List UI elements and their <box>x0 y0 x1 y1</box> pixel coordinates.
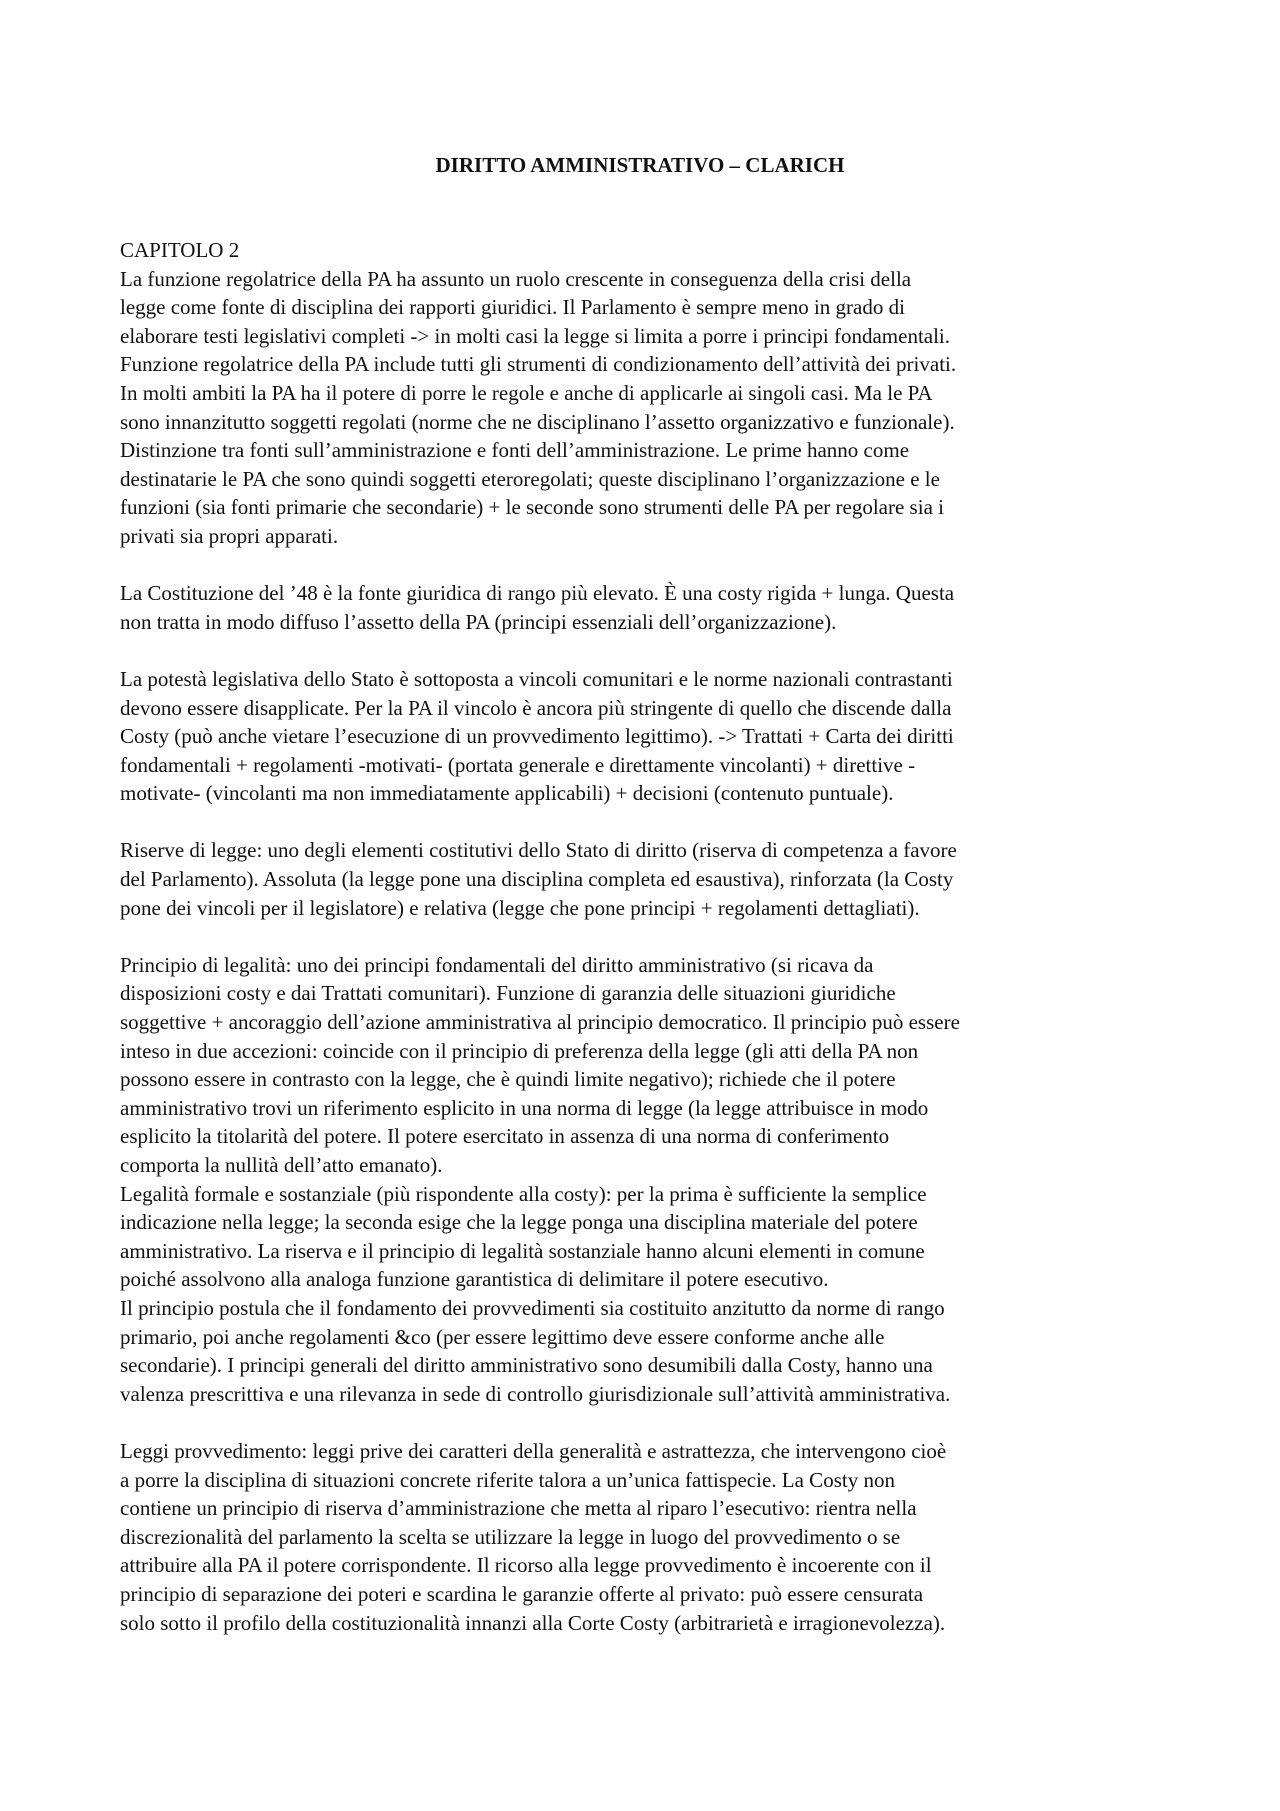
paragraph-line: legge come fonte di disciplina dei rapporti giuridici. Il Parlamento è sempre meno in grado di <box>120 295 905 320</box>
paragraph-line: La funzione regolatrice della PA ha assunto un ruolo crescente in conseguenza della crisi della <box>120 266 912 291</box>
paragraph-line: amministrativo trovi un riferimento esplicito in una norma di legge (la legge attribuisce in modo <box>120 1095 929 1120</box>
paragraph-line: pone dei vincoli per il legislatore) e relativa (legge che pone principi + regolamenti dettagliati). <box>120 895 920 920</box>
paragraph-line: Principio di legalità: uno dei principi fondamentali del diritto amministrativo (si ricava da <box>120 952 874 977</box>
paragraph-line: Leggi provvedimento: leggi prive dei caratteri della generalità e astrattezza, che intervengono cioè <box>120 1438 947 1463</box>
paragraph-line: In molti ambiti la PA ha il potere di porre le regole e anche di applicarle ai singoli casi. Ma le PA <box>120 380 933 405</box>
paragraph <box>120 1437 1170 1637</box>
document-title: DIRITTO AMMINISTRATIVO – CLARICH <box>435 153 845 177</box>
paragraph-line: indicazione nella legge; la seconda esige che la legge ponga una disciplina materiale del potere <box>120 1210 918 1235</box>
paragraph-line: devono essere disapplicate. Per la PA il vincolo è ancora più stringente di quello che discende dalla <box>120 695 952 720</box>
paragraph-line: secondarie). I principi generali del diritto amministrativo sono desumibili dalla Costy, hanno una <box>120 1353 933 1378</box>
paragraph-line: disposizioni costy e dai Trattati comunitari). Funzione di garanzia delle situazioni giuridiche <box>120 981 896 1006</box>
paragraph-line: Distinzione tra fonti sull’amministrazione e fonti dell’amministrazione. Le prime hanno come <box>120 438 910 463</box>
paragraph-line: possono essere in contrasto con la legge, che è quindi limite negativo); richiede che il potere <box>120 1067 896 1092</box>
paragraph-gap <box>120 636 1170 665</box>
paragraph-line: a porre la disciplina di situazioni concrete riferite talora a un’unica fattispecie. La Costy non <box>120 1467 895 1492</box>
paragraph-line: motivate- (vincolanti ma non immediatamente applicabili) + decisioni (contenuto puntuale). <box>120 781 894 806</box>
paragraph-line: poiché assolvono alla analoga funzione garantistica di delimitare il potere esecutivo. <box>120 1267 829 1292</box>
paragraph-line: contiene un principio di riserva d’amministrazione che metta al riparo l’esecutivo: rientra nella <box>120 1496 917 1521</box>
paragraph-line: La potestà legislativa dello Stato è sottoposta a vincoli comunitari e le norme nazionali contrastanti <box>120 666 953 691</box>
paragraph <box>120 665 1170 808</box>
paragraph <box>120 265 1170 551</box>
paragraph-line: La Costituzione del ’48 è la fonte giuridica di rango più elevato. È una costy rigida + lunga. Questa <box>120 581 955 606</box>
paragraph-line: attribuire alla PA il potere corrispondente. Il ricorso alla legge provvedimento è incoerente con il <box>120 1553 932 1578</box>
paragraph-gap <box>120 1408 1170 1437</box>
paragraph-gap <box>120 922 1170 951</box>
paragraph-line: elaborare testi legislativi completi -> in molti casi la legge si limita a porre i principi fondamentali. <box>120 323 951 348</box>
paragraph-line: soggettive + ancoraggio dell’azione amministrativa al principio democratico. Il principio può essere <box>120 1010 960 1035</box>
paragraph-line: privati sia propri apparati. <box>120 523 339 548</box>
paragraph-line: inteso in due accezioni: coincide con il principio di preferenza della legge (gli atti della PA non <box>120 1038 919 1063</box>
paragraph-line: amministrativo. La riserva e il principio di legalità sostanziale hanno alcuni elementi in comune <box>120 1238 925 1263</box>
paragraph-line: comporta la nullità dell’atto emanato). <box>120 1153 443 1177</box>
paragraph-line: Riserve di legge: uno degli elementi costitutivi dello Stato di diritto (riserva di competenza a favore <box>120 838 957 863</box>
paragraph-line: discrezionalità del parlamento la scelta se utilizzare la legge in luogo del provvedimento o se <box>120 1524 901 1549</box>
paragraph-line: Il principio postula che il fondamento dei provvedimenti sia costituito anzitutto da norme di rango <box>120 1295 945 1320</box>
paragraph-line: valenza prescrittiva e una rilevanza in sede di controllo giurisdizionale sull’attività amministrativa. <box>120 1381 951 1406</box>
paragraph-line: Legalità formale e sostanziale (più rispondente alla costy): per la prima è sufficiente la semplice <box>120 1181 927 1206</box>
paragraph-line: non tratta in modo diffuso l’assetto della PA (principi essenziali dell’organizzazione). <box>120 609 837 634</box>
paragraph-line: Costy (può anche vietare l’esecuzione di un provvedimento legittimo). -> Trattati + Carta dei diritti <box>120 724 954 749</box>
paragraph-line: fondamentali + regolamenti -motivati- (portata generale e direttamente vincolanti) + direttive - <box>120 752 916 777</box>
paragraph <box>120 579 1170 636</box>
paragraph-line: sono innanzitutto soggetti regolati (norme che ne disciplinano l’assetto organizzativo e funzionale). <box>120 409 955 434</box>
paragraph-gap <box>120 551 1170 580</box>
paragraph-line: Funzione regolatrice della PA include tutti gli strumenti di condizionamento dell’attività dei privati. <box>120 352 957 377</box>
paragraph-gap <box>120 808 1170 837</box>
paragraph-line: primario, poi anche regolamenti &co (per essere legittimo deve essere conforme anche alle <box>120 1324 885 1349</box>
paragraph <box>120 951 1170 1409</box>
paragraph-line: solo sotto il profilo della costituzionalità innanzi alla Corte Costy (arbitrarietà e irragionevolezza). <box>120 1610 946 1635</box>
document-body <box>120 236 1170 1637</box>
paragraph-line: del Parlamento). Assoluta (la legge pone una disciplina completa ed esaustiva), rinforzata (la Costy <box>120 867 954 892</box>
paragraph-line: funzioni (sia fonti primarie che secondarie) + le seconde sono strumenti delle PA per regolare sia i <box>120 495 944 520</box>
paragraph-line: principio di separazione dei poteri e scardina le garanzie offerte al privato: può essere censurata <box>120 1581 924 1606</box>
paragraph-line: esplicito la titolarità del potere. Il potere esercitato in assenza di una norma di conferimento <box>120 1124 890 1149</box>
paragraph <box>120 836 1170 922</box>
paragraph-line: destinatarie le PA che sono quindi soggetti eteroregolati; queste disciplinano l’organizzazione e le <box>120 466 940 491</box>
paragraphs-container <box>120 265 1170 1638</box>
chapter-heading: CAPITOLO 2 <box>120 238 240 262</box>
